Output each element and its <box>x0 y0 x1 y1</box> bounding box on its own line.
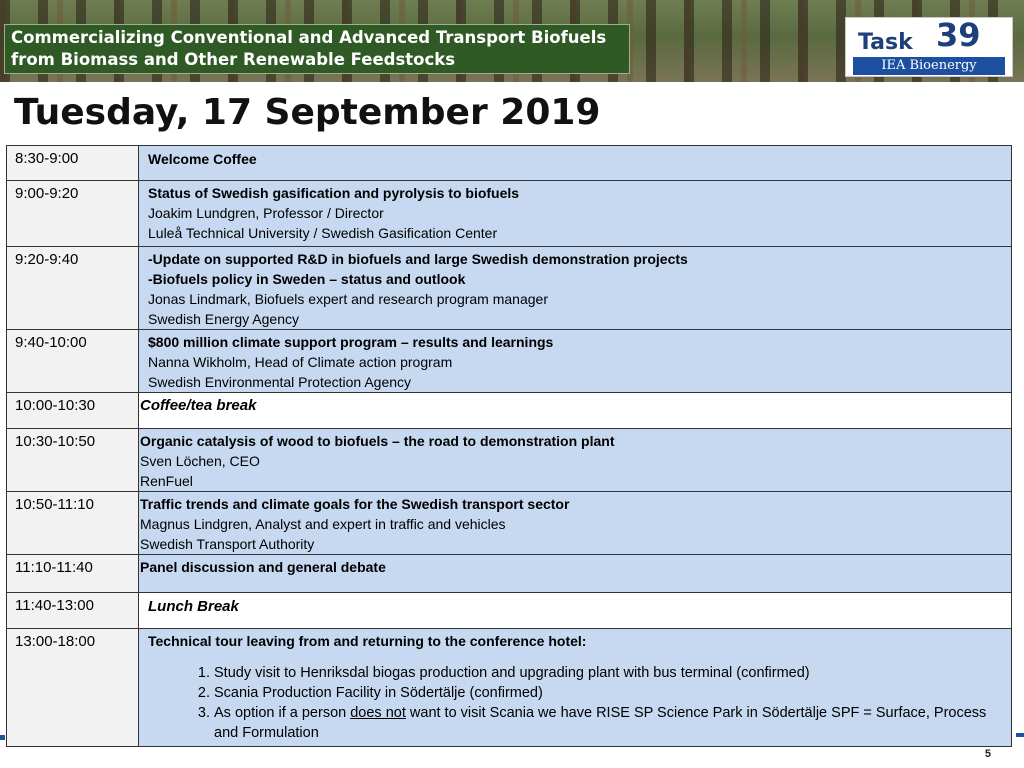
session-title: Technical tour leaving from and returning to the conference hotel: <box>148 633 587 649</box>
header-banner <box>0 0 1024 82</box>
session-cell <box>139 393 1012 429</box>
tour-list <box>148 663 1007 743</box>
list-item: 2. Scania Production Facility in Södertälje (confirmed) <box>214 683 1007 703</box>
time-cell: 9:20-9:40 <box>7 247 139 330</box>
table-row <box>7 146 1012 181</box>
table-row <box>7 429 1012 492</box>
session-speaker: Nanna Wikholm, Head of Climate action program <box>148 354 453 370</box>
table-row <box>7 555 1012 593</box>
session-affiliation: Swedish Energy Agency <box>148 311 299 327</box>
session-title: Organic catalysis of wood to biofuels – the road to demonstration plant <box>140 433 615 449</box>
session-cell <box>139 330 1012 393</box>
session-title: Lunch Break <box>148 598 239 615</box>
session-title: Coffee/tea break <box>140 397 257 414</box>
session-affiliation: Swedish Transport Authority <box>140 536 315 552</box>
table-row <box>7 393 1012 429</box>
session-speaker: Jonas Lindmark, Biofuels expert and research program manager <box>148 291 548 307</box>
session-cell <box>139 429 1012 492</box>
time-cell: 11:10-11:40 <box>7 555 139 593</box>
logo-task-text: Task <box>858 30 913 55</box>
time-cell: 11:40-13:00 <box>7 593 139 629</box>
session-title: $800 million climate support program – results and learnings <box>148 334 554 350</box>
session-cell <box>139 247 1012 330</box>
session-cell <box>139 555 1012 593</box>
logo-task-number: 39 <box>936 16 981 54</box>
list-item: 1. Study visit to Henriksdal biogas production and upgrading plant with bus terminal (confirmed) <box>214 663 1007 683</box>
conference-title-line2: from Biomass and Other Renewable Feedstocks <box>11 50 456 69</box>
session-affiliation: RenFuel <box>140 473 193 489</box>
tour-option-text-rest: want to visit Scania we have RISE SP Science Park in Södertälje SPF = Surface, Process and Formulation <box>214 705 987 741</box>
session-title: Welcome Coffee <box>148 151 257 167</box>
table-row <box>7 181 1012 247</box>
session-affiliation: Swedish Environmental Protection Agency <box>148 374 412 390</box>
conference-title-box <box>4 24 630 74</box>
session-cell <box>139 181 1012 247</box>
session-title: Traffic trends and climate goals for the Swedish transport sector <box>140 496 570 512</box>
agenda-table <box>6 145 1012 747</box>
slide-corner-mark-right <box>1016 733 1024 737</box>
session-speaker: Sven Löchen, CEO <box>140 453 260 469</box>
session-title: Status of Swedish gasification and pyrolysis to biofuels <box>148 185 520 201</box>
session-speaker: Joakim Lundgren, Professor / Director <box>148 205 384 221</box>
conference-title-line1: Commercializing Conventional and Advanced Transport Biofuels <box>11 28 607 47</box>
session-title: Panel discussion and general debate <box>140 559 386 575</box>
page-number: 5 <box>984 748 991 760</box>
table-row <box>7 247 1012 330</box>
session-title: -Biofuels policy in Sweden – status and outlook <box>148 271 466 287</box>
tour-option-emphasis: does not <box>350 705 406 721</box>
table-row <box>7 492 1012 555</box>
time-cell: 10:50-11:10 <box>7 492 139 555</box>
logo-org-text: IEA Bioenergy <box>853 57 1005 75</box>
page-title: Tuesday, 17 September 2019 <box>14 92 601 133</box>
time-cell: 10:30-10:50 <box>7 429 139 492</box>
session-cell <box>139 629 1012 747</box>
time-cell: 13:00-18:00 <box>7 629 139 747</box>
table-row <box>7 629 1012 747</box>
session-speaker: Magnus Lindgren, Analyst and expert in traffic and vehicles <box>140 516 506 532</box>
session-affiliation: Luleå Technical University / Swedish Gasification Center <box>148 225 498 241</box>
session-cell <box>139 492 1012 555</box>
session-cell <box>139 146 1012 181</box>
tour-option-text: As option if a person <box>214 705 351 721</box>
time-cell: 8:30-9:00 <box>7 146 139 181</box>
list-item <box>214 703 1007 743</box>
session-cell <box>139 593 1012 629</box>
table-row <box>7 593 1012 629</box>
session-title: -Update on supported R&D in biofuels and large Swedish demonstration projects <box>148 251 688 267</box>
time-cell: 9:40-10:00 <box>7 330 139 393</box>
iea-task39-logo <box>845 17 1013 77</box>
slide-corner-mark-left <box>0 735 5 740</box>
time-cell: 9:00-9:20 <box>7 181 139 247</box>
time-cell: 10:00-10:30 <box>7 393 139 429</box>
table-row <box>7 330 1012 393</box>
